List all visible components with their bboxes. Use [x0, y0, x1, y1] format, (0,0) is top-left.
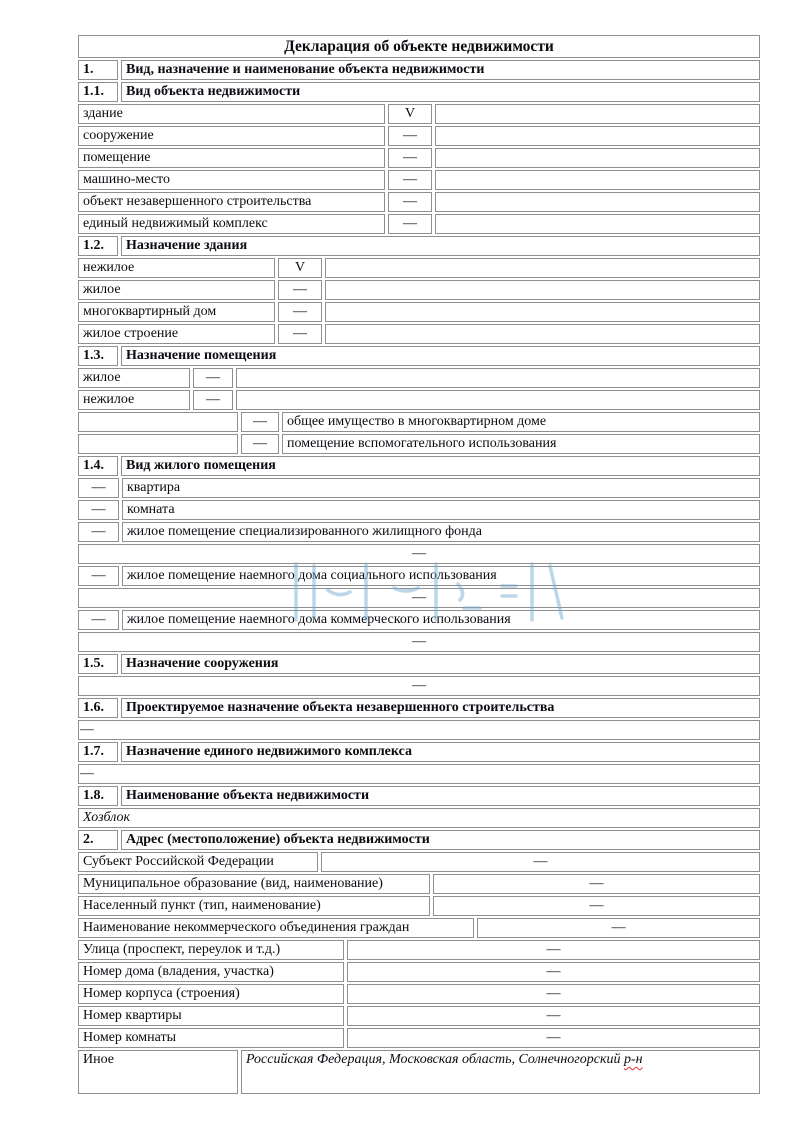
document-title: Декларация об объекте недвижимости	[78, 35, 760, 58]
address-row-region	[78, 852, 760, 872]
section-title: Проектируемое назначение объекта незавершенного строительства	[121, 698, 760, 718]
option-label: помещение вспомогательного использования	[282, 434, 760, 454]
empty-cell[interactable]	[435, 104, 760, 124]
checkbox-mark[interactable]: —	[78, 500, 119, 520]
section-1-header	[78, 60, 760, 80]
empty-cell[interactable]	[435, 148, 760, 168]
option-row-residential-structure	[78, 324, 760, 344]
option-label: жилое помещение специализированного жилищного фонда	[122, 522, 760, 542]
dash-row	[78, 588, 760, 608]
checkbox-mark[interactable]: —	[388, 170, 432, 190]
address-row-room-number	[78, 1028, 760, 1048]
option-row-complex	[78, 214, 760, 234]
object-name-row	[78, 808, 760, 828]
option-label: машино-место	[78, 170, 385, 190]
option-label: общее имущество в многоквартирном доме	[282, 412, 760, 432]
section-title: Назначение помещения	[121, 346, 760, 366]
empty-cell[interactable]	[325, 258, 760, 278]
option-row-unfinished	[78, 192, 760, 212]
option-label: нежилое	[78, 258, 275, 278]
option-label: жилое	[78, 280, 275, 300]
section-1-3-header	[78, 346, 760, 366]
checkbox-mark[interactable]: —	[193, 390, 233, 410]
option-row-apartment-building	[78, 302, 760, 322]
section-title: Назначение сооружения	[121, 654, 760, 674]
empty-cell[interactable]	[435, 170, 760, 190]
option-row-social-use	[78, 566, 760, 586]
checkbox-mark[interactable]: —	[78, 478, 119, 498]
section-title: Наименование объекта недвижимости	[121, 786, 760, 806]
address-value[interactable]: —	[347, 1006, 760, 1026]
option-row-premises	[78, 148, 760, 168]
address-row-settlement	[78, 896, 760, 916]
empty-cell[interactable]	[325, 324, 760, 344]
option-row-flat	[78, 478, 760, 498]
section-1-7-header	[78, 742, 760, 762]
dash-row	[78, 676, 760, 696]
option-label: многоквартирный дом	[78, 302, 275, 322]
address-value[interactable]: —	[347, 940, 760, 960]
section-1-1-header	[78, 82, 760, 102]
address-row-municipality	[78, 874, 760, 894]
empty-cell[interactable]	[78, 412, 238, 432]
option-row-nonresidential-premises	[78, 390, 760, 410]
option-label: здание	[78, 104, 385, 124]
address-label: Номер корпуса (строения)	[78, 984, 344, 1004]
dash-row	[78, 720, 760, 740]
option-row-parking	[78, 170, 760, 190]
checkbox-mark[interactable]: —	[278, 280, 322, 300]
checkbox-mark[interactable]: —	[388, 214, 432, 234]
checkbox-mark[interactable]: —	[278, 324, 322, 344]
dash-cell[interactable]: —	[78, 720, 760, 740]
address-other-main: Российская Федерация, Московская область, Солнечногорский	[246, 1052, 624, 1067]
empty-cell[interactable]	[236, 368, 760, 388]
section-1-4-header	[78, 456, 760, 476]
address-label: Населенный пункт (тип, наименование)	[78, 896, 430, 916]
checkbox-mark[interactable]: V	[388, 104, 432, 124]
address-row-street	[78, 940, 760, 960]
checkbox-mark[interactable]: —	[278, 302, 322, 322]
option-row-construction	[78, 126, 760, 146]
address-row-apartment-number	[78, 1006, 760, 1026]
section-title: Вид объекта недвижимости	[121, 82, 760, 102]
checkbox-mark[interactable]: —	[193, 368, 233, 388]
address-label: Муниципальное образование (вид, наименование)	[78, 874, 430, 894]
object-name-value[interactable]: Хозблок	[78, 808, 760, 828]
section-1-5-header	[78, 654, 760, 674]
address-label: Номер квартиры	[78, 1006, 344, 1026]
checkbox-mark[interactable]: —	[388, 126, 432, 146]
section-number: 1.4.	[78, 456, 118, 476]
address-value[interactable]: —	[321, 852, 760, 872]
address-row-other	[78, 1050, 760, 1094]
dash-cell[interactable]: —	[78, 764, 760, 784]
empty-cell[interactable]	[325, 280, 760, 300]
spellcheck-flagged-text: р-н	[624, 1052, 643, 1067]
address-label: Иное	[78, 1050, 238, 1094]
option-row-nonresidential	[78, 258, 760, 278]
section-number: 1.2.	[78, 236, 118, 256]
address-other-value[interactable]	[241, 1050, 760, 1094]
section-1-6-header	[78, 698, 760, 718]
dash-cell[interactable]: —	[78, 588, 760, 608]
empty-cell[interactable]	[78, 434, 238, 454]
section-1-2-header	[78, 236, 760, 256]
checkbox-mark[interactable]: —	[78, 566, 119, 586]
empty-cell[interactable]	[435, 126, 760, 146]
checkbox-mark[interactable]: —	[388, 148, 432, 168]
empty-cell[interactable]	[325, 302, 760, 322]
option-row-residential-premises	[78, 368, 760, 388]
checkbox-mark[interactable]: —	[241, 434, 279, 454]
option-row-auxiliary-premises	[78, 434, 760, 454]
option-label: жилое	[78, 368, 190, 388]
address-row-building-number	[78, 984, 760, 1004]
option-label: нежилое	[78, 390, 190, 410]
dash-row	[78, 632, 760, 652]
section-title: Вид жилого помещения	[121, 456, 760, 476]
address-row-house-number	[78, 962, 760, 982]
checkbox-mark[interactable]: —	[388, 192, 432, 212]
option-label: комната	[122, 500, 760, 520]
section-number: 1.8.	[78, 786, 118, 806]
address-value[interactable]: —	[433, 874, 760, 894]
option-row-specialized-fund	[78, 522, 760, 542]
option-row-residential	[78, 280, 760, 300]
address-value[interactable]: —	[347, 962, 760, 982]
address-label: Улица (проспект, переулок и т.д.)	[78, 940, 344, 960]
section-number: 1.3.	[78, 346, 118, 366]
option-label: единый недвижимый комплекс	[78, 214, 385, 234]
address-row-noncommercial-association	[78, 918, 760, 938]
section-number: 1.7.	[78, 742, 118, 762]
dash-cell[interactable]: —	[78, 544, 760, 564]
address-label: Наименование некоммерческого объединения граждан	[78, 918, 474, 938]
section-number: 1.6.	[78, 698, 118, 718]
dash-row	[78, 764, 760, 784]
option-label: жилое помещение наемного дома социального использования	[122, 566, 760, 586]
option-label: квартира	[122, 478, 760, 498]
address-label: Номер дома (владения, участка)	[78, 962, 344, 982]
address-value[interactable]: —	[433, 896, 760, 916]
dash-cell[interactable]: —	[78, 676, 760, 696]
option-row-common-property	[78, 412, 760, 432]
section-number: 2.	[78, 830, 118, 850]
address-value[interactable]: —	[347, 984, 760, 1004]
option-row-building	[78, 104, 760, 124]
section-1-8-header	[78, 786, 760, 806]
checkbox-mark[interactable]: V	[278, 258, 322, 278]
address-label: Номер комнаты	[78, 1028, 344, 1048]
section-title: Назначение единого недвижимого комплекса	[121, 742, 760, 762]
section-number: 1.5.	[78, 654, 118, 674]
option-label: жилое строение	[78, 324, 275, 344]
section-title: Назначение здания	[121, 236, 760, 256]
dash-cell[interactable]: —	[78, 632, 760, 652]
dash-row	[78, 544, 760, 564]
option-label: жилое помещение наемного дома коммерческого использования	[122, 610, 760, 630]
address-value[interactable]: —	[477, 918, 760, 938]
section-number: 1.1.	[78, 82, 118, 102]
option-row-commercial-use	[78, 610, 760, 630]
empty-cell[interactable]	[435, 192, 760, 212]
address-value[interactable]: —	[347, 1028, 760, 1048]
section-2-header	[78, 830, 760, 850]
section-title: Адрес (местоположение) объекта недвижимости	[121, 830, 760, 850]
option-label: сооружение	[78, 126, 385, 146]
option-label: помещение	[78, 148, 385, 168]
empty-cell[interactable]	[236, 390, 760, 410]
section-title: Вид, назначение и наименование объекта недвижимости	[121, 60, 760, 80]
option-row-room	[78, 500, 760, 520]
address-label: Субъект Российской Федерации	[78, 852, 318, 872]
checkbox-mark[interactable]: —	[241, 412, 279, 432]
section-number: 1.	[78, 60, 118, 80]
declaration-document	[78, 35, 760, 1094]
empty-cell[interactable]	[435, 214, 760, 234]
checkbox-mark[interactable]: —	[78, 522, 119, 542]
checkbox-mark[interactable]: —	[78, 610, 119, 630]
option-label: объект незавершенного строительства	[78, 192, 385, 212]
